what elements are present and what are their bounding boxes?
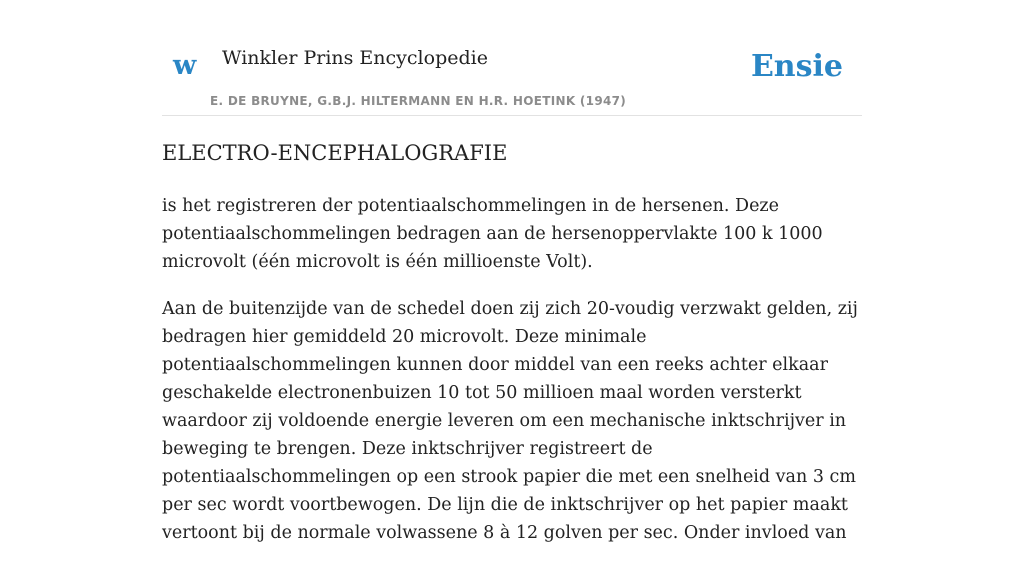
entry-title: ELECTRO-ENCEPHALOGRAFIE (162, 141, 508, 165)
winkler-prins-logo[interactable]: w (173, 50, 197, 81)
source-title[interactable]: Winkler Prins Encyclopedie (222, 47, 488, 69)
article-paragraph: is het registreren der potentiaalschommelingen in de hersenen. Deze potentiaalschommelingen bedragen aan de hersenoppervlakte 100 k 1000 microvolt (één microvolt is één millioenste Volt). (162, 196, 823, 272)
article-paragraph: Aan de buitenzijde van de schedel doen zij zich 20-voudig verzwakt gelden, zij bedragen hier gemiddeld 20 microvolt. Deze minimale potentiaalschommelingen kunnen door middel van een reeks achter elkaar geschakelde electronenbuizen 10 tot 50 millioen maal worden versterkt waardoor zij voldoende energie leveren om een mechanische inktschrijver in beweging te brengen. Deze inktschrijver registreert de potentiaalschommelingen op een strook papier die met een snelheid van 3 cm per sec wordt voortbewogen. De lijn die de inktschrijver op het papier maakt vertoont bij de normale volwassene 8 à 12 golven per sec. Onder invloed van (162, 299, 858, 543)
header (162, 0, 862, 116)
source-authors: E. DE BRUYNE, G.B.J. HILTERMANN EN H.R. HOETINK (1947) (210, 94, 627, 108)
page (162, 0, 862, 543)
article-body (162, 192, 862, 566)
ensie-logo[interactable]: Ensie (750, 49, 843, 84)
